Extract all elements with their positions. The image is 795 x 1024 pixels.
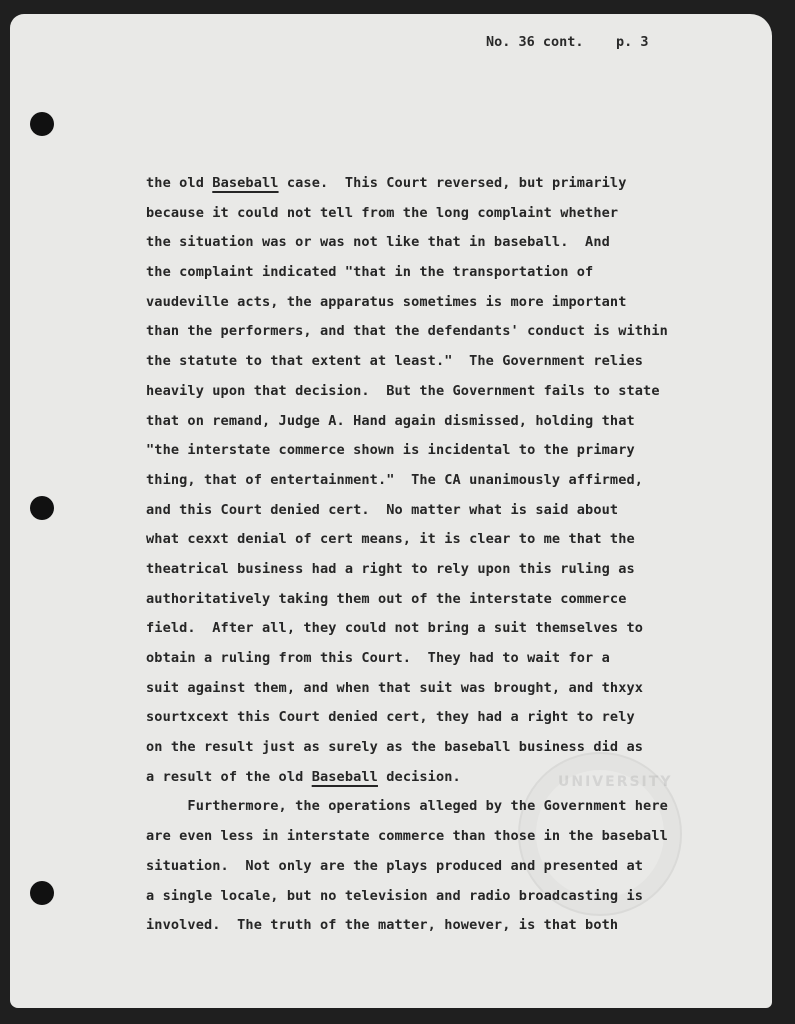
text-line: situation. Not only are the plays produced and presented at — [146, 857, 644, 874]
text-line: field. After all, they could not bring a suit themselves to — [146, 620, 644, 637]
page-header: No. 36 cont. p. 3 — [486, 34, 649, 50]
text-line: Furthermore, the operations alleged by the Government here — [146, 798, 668, 815]
text-line: heavily upon that decision. But the Government fails to state — [146, 382, 660, 399]
text-line: authoritatively taking them out of the interstate commerce — [146, 590, 627, 607]
underlined-case-name: Baseball — [212, 175, 279, 191]
text-line: sourtxcext this Court denied cert, they had a right to rely — [146, 709, 635, 726]
text-line: a single locale, but no television and radio broadcasting is — [146, 887, 644, 904]
text-line: because it could not tell from the long complaint whether — [146, 204, 619, 221]
text-line: what cexxt denial of cert means, it is clear to me that the — [146, 531, 635, 548]
text-line: involved. The truth of the matter, however, is that both — [146, 917, 619, 934]
text-line: the statute to that extent at least." The Government relies — [146, 353, 644, 370]
binder-hole — [30, 881, 54, 905]
text-line: obtain a ruling from this Court. They had to wait for a — [146, 650, 610, 666]
text-line: the situation was or was not like that in baseball. And — [146, 234, 610, 251]
document-page — [10, 14, 772, 1008]
underlined-case-name: Baseball — [311, 768, 378, 785]
text-line: the complaint indicated "that in the transportation of — [146, 264, 594, 281]
stamp-text: UNIVERSITY — [558, 774, 673, 790]
text-line: on the result just as surely as the baseball business did as — [146, 739, 644, 756]
text-line: vaudeville acts, the apparatus sometimes is more important — [146, 293, 627, 310]
text-line: a result of the old Baseball decision. — [146, 768, 461, 785]
text-line: that on remand, Judge A. Hand again dismissed, holding that — [146, 412, 635, 429]
text-line: than the performers, and that the defendants' conduct is within — [146, 323, 668, 340]
binder-hole — [30, 112, 54, 136]
text-line: suit against them, and when that suit was brought, and thxyx — [146, 679, 644, 696]
text-line: are even less in interstate commerce than those in the baseball — [146, 828, 668, 845]
text-line: thing, that of entertainment." The CA unanimously affirmed, — [146, 471, 644, 488]
binder-hole — [30, 496, 54, 520]
text-line: the old Baseball case. This Court reversed, but primarily — [146, 175, 627, 191]
text-line: theatrical business had a right to rely upon this ruling as — [146, 560, 635, 577]
text-line: "the interstate commerce shown is incidental to the primary — [146, 442, 635, 459]
body-paragraph — [146, 169, 746, 941]
text-line: and this Court denied cert. No matter what is said about — [146, 501, 619, 518]
